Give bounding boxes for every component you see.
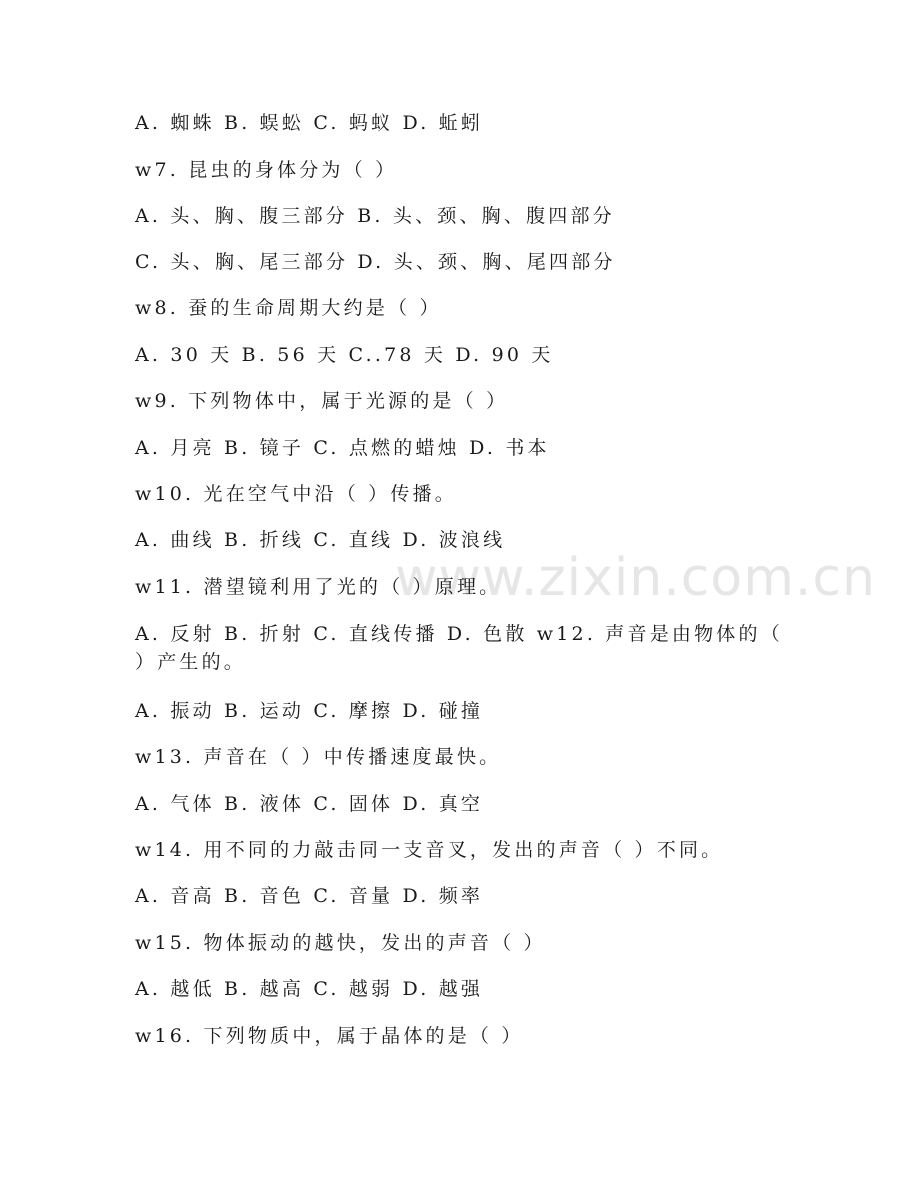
question-line: w7. 昆虫的身体分为（ ）	[135, 159, 398, 181]
options-line: A. 音高 B. 音色 C. 音量 D. 频率	[135, 885, 484, 907]
question-line: w13. 声音在（ ）中传播速度最快。	[135, 746, 502, 768]
options-line: A. 越低 B. 越高 C. 越弱 D. 越强	[135, 978, 484, 1000]
options-line: A. 月亮 B. 镜子 C. 点燃的蜡烛 D. 书本	[135, 437, 550, 459]
options-line: A. 30 天 B. 56 天 C..78 天 D. 90 天	[135, 344, 554, 366]
options-line: A. 曲线 B. 折线 C. 直线 D. 波浪线	[135, 529, 506, 551]
question-line: w8. 蚕的生命周期大约是（ ）	[135, 297, 442, 319]
question-line: w9. 下列物体中，属于光源的是（ ）	[135, 390, 509, 412]
options-line: A. 头、胸、腹三部分 B. 头、颈、胸、腹四部分	[135, 205, 615, 227]
question-line: w10. 光在空气中沿（ ）传播。	[135, 483, 457, 505]
options-line: C. 头、胸、尾三部分 D. 头、颈、胸、尾四部分	[135, 251, 616, 273]
options-line: A. 振动 B. 运动 C. 摩擦 D. 碰撞	[135, 700, 484, 722]
watermark: www.zixin.com.cn	[395, 548, 876, 608]
question-line: w14. 用不同的力敲击同一支音叉，发出的声音（ ）不同。	[135, 839, 724, 861]
question-line: w16. 下列物质中，属于晶体的是（ ）	[135, 1025, 524, 1047]
options-line: A. 反射 B. 折射 C. 直线传播 D. 色散 w12. 声音是由物体的（ ）产生的。	[135, 623, 783, 673]
options-line: A. 蜘蛛 B. 蜈蚣 C. 蚂蚁 D. 蚯蚓	[135, 112, 484, 134]
question-line: w15. 物体振动的越快，发出的声音（ ）	[135, 932, 546, 954]
options-line: A. 气体 B. 液体 C. 固体 D. 真空	[135, 793, 484, 815]
question-line: w11. 潜望镜利用了光的（ ）原理。	[135, 576, 502, 598]
